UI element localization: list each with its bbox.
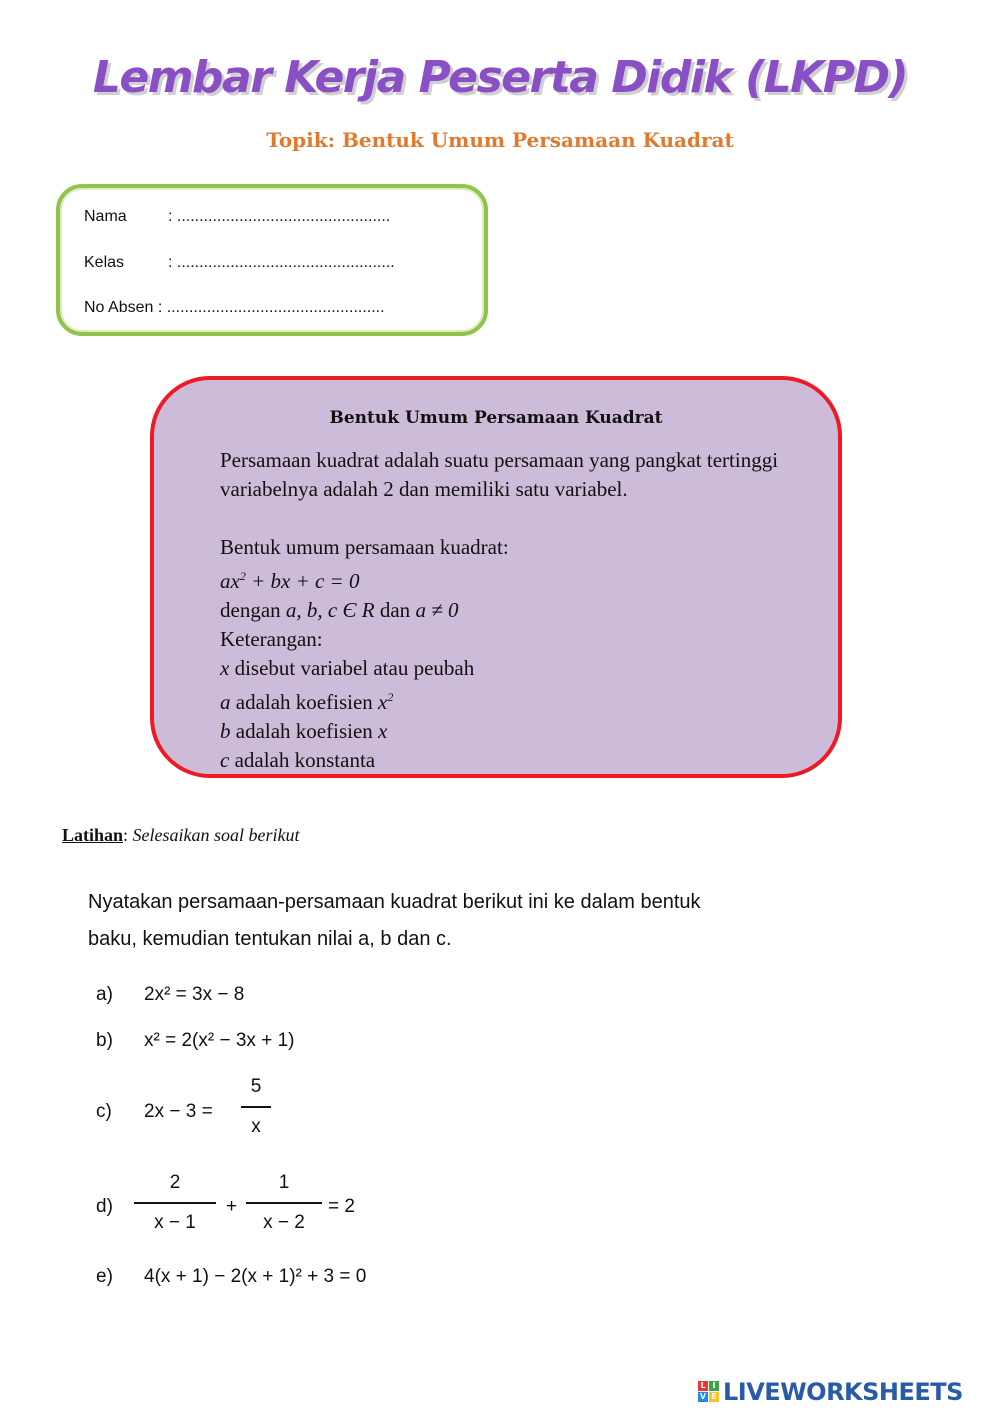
question-left-side: 2x − 3 = [144, 1101, 213, 1122]
question-label: b) [96, 1030, 113, 1051]
concept-box [150, 376, 842, 778]
right-side: = 2 [328, 1196, 355, 1217]
exercise-header: Latihan: Selesaikan soal berikut [62, 825, 300, 845]
absen-row [84, 299, 385, 317]
class-label: Kelas [84, 254, 125, 271]
intro-line-1: Persamaan kuadrat adalah suatu persamaan yang pangkat tertinggi [220, 448, 779, 472]
condition-line: dengan a, b, c Є R dan a ≠ 0 [220, 598, 459, 622]
page-title: Lembar Kerja Peserta Didik (LKPD) [92, 52, 908, 103]
fraction-2 [246, 1172, 322, 1234]
absen-field[interactable]: : ................................................. [157, 299, 385, 316]
c-description: c adalah konstanta [220, 748, 376, 772]
intro-line-2: variabelnya adalah 2 dan memiliki satu variabel. [220, 477, 628, 501]
exercise-note: Selesaikan soal berikut [132, 825, 300, 845]
question-label: d) [96, 1196, 113, 1217]
fraction-1 [134, 1172, 216, 1234]
exercise-instruction: Nyatakan persamaan-persamaan kuadrat berikut ini ke dalam bentuk baku, kemudian tentukan nilai a, b dan c. [88, 891, 701, 950]
question-d [96, 1172, 416, 1252]
question-label: c) [96, 1101, 112, 1122]
b-description: b adalah koefisien x [220, 719, 388, 743]
concept-body [220, 446, 820, 772]
x-description: x disebut variabel atau peubah [220, 656, 475, 680]
question-label: a) [96, 984, 113, 1005]
name-row [84, 208, 390, 226]
a-description: a adalah koefisien $x^2$ [220, 690, 394, 714]
plus-sign: + [226, 1196, 238, 1217]
fraction-numerator: 2 [169, 1172, 181, 1193]
brand-name: LIVEWORKSHEETS [723, 1378, 963, 1406]
absen-label: No Absen [84, 299, 154, 316]
fraction [241, 1076, 271, 1138]
exercise-label: Latihan [62, 825, 124, 845]
name-label: Nama [84, 208, 127, 225]
class-row [84, 254, 395, 272]
liveworksheets-badge-icon: L I V E [698, 1381, 720, 1403]
question-expression: x² = 2(x² − 3x + 1) [144, 1030, 295, 1051]
page-subtitle: Topik: Bentuk Umum Persamaan Kuadrat [266, 128, 734, 152]
question-expression: 4(x + 1) − 2(x + 1)² + 3 = 0 [144, 1266, 367, 1287]
fraction-denominator: x − 2 [263, 1211, 305, 1233]
concept-heading: Bentuk Umum Persamaan Kuadrat [329, 408, 663, 428]
question-c [96, 1076, 396, 1156]
fraction-numerator: 1 [278, 1172, 290, 1193]
general-form-label: Bentuk umum persamaan kuadrat: [220, 535, 509, 559]
question-expression: 2x² = 3x − 8 [144, 984, 245, 1005]
general-formula: $ax^2$ + bx + c = 0 [220, 569, 360, 593]
fraction-denominator: x [251, 1115, 261, 1137]
keterangan-label: Keterangan: [220, 627, 323, 651]
student-identity-box [56, 184, 488, 336]
fraction-denominator: x − 1 [154, 1211, 196, 1233]
fraction-numerator: 5 [250, 1076, 262, 1097]
question-label: e) [96, 1266, 113, 1287]
class-field[interactable]: : ................................................. [168, 254, 395, 271]
name-field[interactable]: : ................................................ [168, 208, 391, 225]
